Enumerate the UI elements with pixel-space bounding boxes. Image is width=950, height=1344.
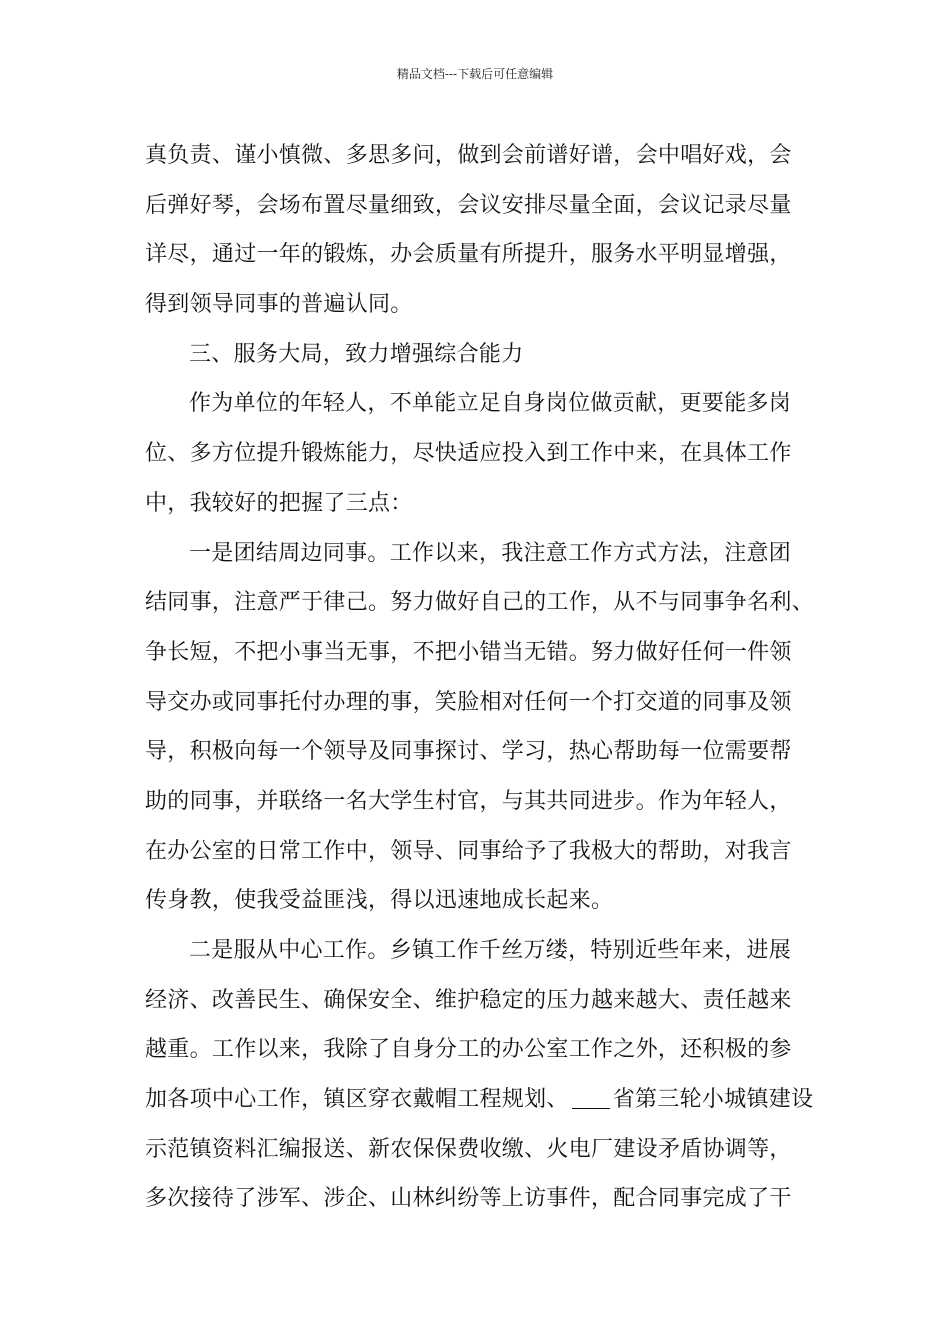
text-line: 得到领导同事的普遍认同。: [145, 292, 413, 318]
text-line: 争长短，不把小事当无事，不把小错当无错。努力做好任何一件领: [145, 639, 792, 665]
text-segment: 加各项中心工作，镇区穿衣戴帽工程规划、: [145, 1087, 569, 1113]
text-line: 详尽，通过一年的锻炼，办会质量有所提升，服务水平明显增强，: [145, 242, 792, 268]
text-line: 越重。工作以来，我除了自身分工的办公室工作之外，还积极的参: [145, 1037, 792, 1063]
text-line: 导交办或同事托付办理的事，笑脸相对任何一个打交道的同事及领: [145, 689, 792, 715]
text-line: 作为单位的年轻人，不单能立足自身岗位做贡献，更要能多岗: [189, 391, 792, 417]
section-heading: 三、服务大局，致力增强综合能力: [189, 341, 524, 367]
text-line: 助的同事，并联络一名大学生村官，与其共同进步。作为年轻人，: [145, 788, 792, 814]
text-line: 在办公室的日常工作中，领导、同事给予了我极大的帮助，对我言: [145, 838, 792, 864]
text-line: 结同事，注意严于律己。努力做好自己的工作，从不与同事争名利、: [145, 590, 815, 616]
text-line: 二是服从中心工作。乡镇工作千丝万缕，特别近些年来，进展: [189, 938, 792, 963]
text-line: 多次接待了涉军、涉企、山林纠纷等上访事件，配合同事完成了干: [145, 1186, 792, 1212]
text-line-with-blank: [145, 1075, 815, 1125]
fill-in-blank: [572, 1086, 610, 1109]
text-line: 一是团结周边同事。工作以来，我注意工作方式方法，注意团: [189, 540, 792, 566]
text-line: 导，积极向每一个领导及同事探讨、学习，热心帮助每一位需要帮: [145, 739, 792, 765]
text-line: 中，我较好的把握了三点：: [145, 490, 413, 516]
text-line: 位、多方位提升锻炼能力，尽快适应投入到工作中来，在具体工作: [145, 441, 792, 467]
text-line: 经济、改善民生、确保安全、维护稳定的压力越来越大、责任越来: [145, 987, 792, 1013]
page-header: 精品文档---下载后可任意编辑: [396, 67, 554, 81]
text-line: 示范镇资料汇编报送、新农保保费收缴、火电厂建设矛盾协调等，: [145, 1136, 792, 1162]
text-segment: 省第三轮小城镇建设: [612, 1087, 814, 1113]
document-body: [145, 131, 815, 1224]
text-line: 后弹好琴，会场布置尽量细致，会议安排尽量全面，会议记录尽量: [145, 192, 792, 218]
text-line: 传身教，使我受益匪浅，得以迅速地成长起来。: [145, 888, 614, 914]
text-line: 真负责、谨小慎微、多思多问，做到会前谱好谱，会中唱好戏，会: [145, 143, 792, 168]
